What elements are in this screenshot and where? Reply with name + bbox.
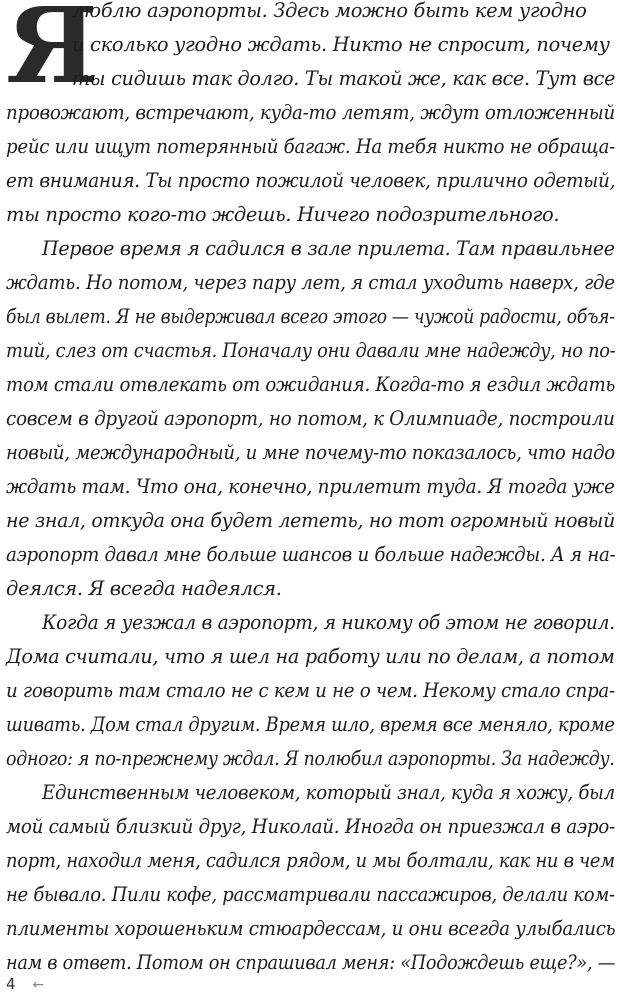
- page-footer: [6, 975, 44, 993]
- text-line: аэропорт давал мне больше шансов и больше надежды. А я на-: [6, 543, 616, 566]
- text-page: [6, 0, 615, 1000]
- text-line: порт, находил меня, садился рядом, и мы болтали, как ни в чем: [6, 849, 615, 872]
- drop-cap: Я: [6, 0, 98, 107]
- text-line: ждать. Но потом, через пару лет, я стал уходить наверх, где: [6, 271, 615, 294]
- text-line: ет внимания. Ты просто пожилой человек, прилично одетый,: [6, 169, 616, 192]
- text-line: нам в ответ. Потом он спрашивал меня: «Подождешь еще?», —: [6, 951, 615, 974]
- text-line: плименты хорошеньким стюардессам, и они всегда улыбались: [6, 917, 616, 940]
- text-line: мой самый близкий друг, Николай. Иногда он приезжал в аэро-: [6, 815, 615, 838]
- text-line: ты просто кого-то ждешь. Ничего подозрительного.: [6, 203, 560, 226]
- text-line: ждать там. Что она, конечно, прилетит туда. Я тогда уже: [6, 475, 615, 498]
- text-line: не знал, откуда она будет лететь, но тот огромный новый: [6, 509, 615, 532]
- text-line: одного: я по-прежнему ждал. Я полюбил аэропорты. За надежду.: [6, 747, 615, 770]
- text-line: тий, слез от счастья. Поначалу они давали мне надежду, но по-: [6, 339, 616, 362]
- text-line: и сколько угодно ждать. Никто не спросит, почему: [72, 33, 610, 56]
- text-line: и говорить там стало не с кем и не о чем. Некому стало спра-: [6, 679, 615, 702]
- text-line: люблю аэропорты. Здесь можно быть кем угодно: [72, 0, 587, 22]
- text-line: не бывало. Пили кофе, рассматривали пассажиров, делали ком-: [6, 883, 615, 906]
- text-line: деялся. Я всегда надеялся.: [6, 577, 282, 600]
- text-line: шивать. Дом стал другим. Время шло, время все меняло, кроме: [6, 713, 615, 736]
- back-arrow-icon[interactable]: ←: [32, 977, 45, 993]
- text-line: ты сидишь так долго. Ты такой же, как все. Тут все: [72, 67, 616, 90]
- text-line: рейс или ищут потерянный багаж. На тебя никто не обраща-: [6, 135, 615, 158]
- text-line: том стали отвлекать от ожидания. Когда-то я ездил ждать: [6, 373, 616, 396]
- text-line: был вылет. Я не выдерживал всего этого — чужой радости, объя-: [6, 305, 615, 328]
- text-line: Единственным человеком, который знал, куда я хожу, был: [42, 781, 615, 804]
- text-line: Дома считали, что я шел на работу или по делам, а потом: [6, 645, 615, 668]
- text-line: новый, международный, и мне почему-то показалось, что надо: [6, 441, 615, 464]
- text-line: Первое время я садился в зале прилета. Там правильнее: [42, 237, 615, 260]
- text-line: провожают, встречают, куда-то летят, ждут отложенный: [6, 101, 615, 124]
- text-line: Когда я уезжал в аэропорт, я никому об этом не говорил.: [42, 611, 615, 634]
- page-number: 4: [6, 975, 16, 993]
- text-line: совсем в другой аэропорт, но потом, к Олимпиаде, построили: [6, 407, 615, 430]
